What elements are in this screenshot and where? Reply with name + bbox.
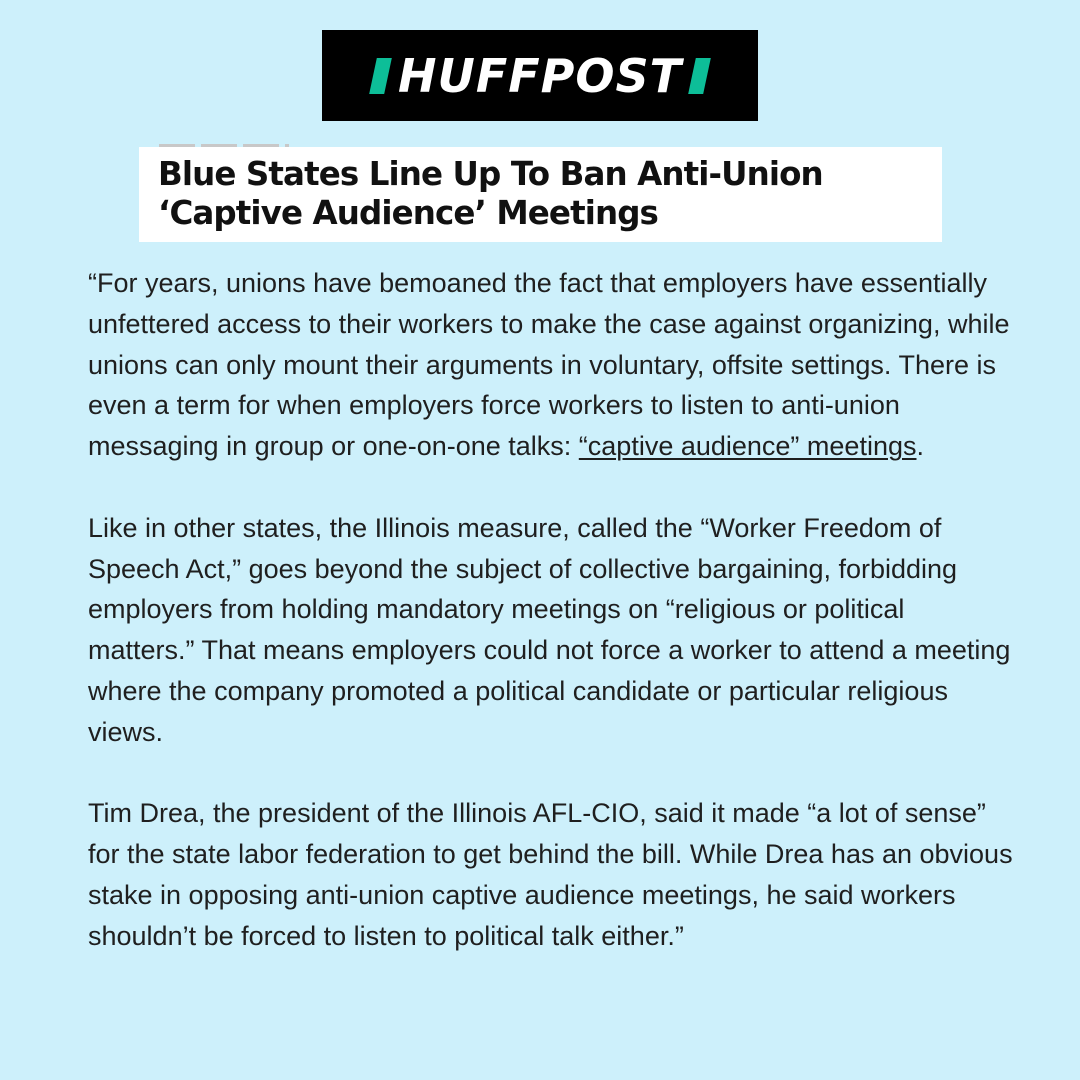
logo-right-bar xyxy=(688,58,711,94)
captive-audience-link[interactable]: “captive audience” meetings xyxy=(578,431,917,462)
huffpost-logo xyxy=(322,30,758,121)
headline-card xyxy=(139,147,942,242)
paragraph-1-end: . xyxy=(916,431,924,462)
article-paragraph-1 xyxy=(88,263,1018,467)
logo-wordmark: HUFFPOST xyxy=(397,48,683,103)
paragraph-1-text: “For years, unions have bemoaned the fact that employers have essentially unfettered access to their workers to make the case against organizing, while unions can only mount their arguments in voluntary, offsite settings. There is even a term for when employers force workers to listen to anti-union messaging in group or one-on-one talks: xyxy=(88,268,1010,462)
logo-left-bar xyxy=(369,58,392,94)
article-headline: Blue States Line Up To Ban Anti-Union ‘Captive Audience’ Meetings xyxy=(158,155,823,232)
article-paragraph-2: Like in other states, the Illinois measure, called the “Worker Freedom of Speech Act,” goes beyond the subject of collective bargaining, forbidding employers from holding mandatory meetings on “religious or political matters.” That means employers could not force a worker to attend a meeting where the company promoted a political candidate or particular religious views. xyxy=(88,512,1011,747)
headline-top-marks xyxy=(159,144,289,147)
article-body xyxy=(88,263,1018,997)
article-paragraph-3: Tim Drea, the president of the Illinois AFL-CIO, said it made “a lot of sense” for the state labor federation to get behind the bill. While Drea has an obvious stake in opposing anti-union captive audience meetings, he said workers shouldn’t be forced to listen to political talk either.” xyxy=(88,798,1013,951)
